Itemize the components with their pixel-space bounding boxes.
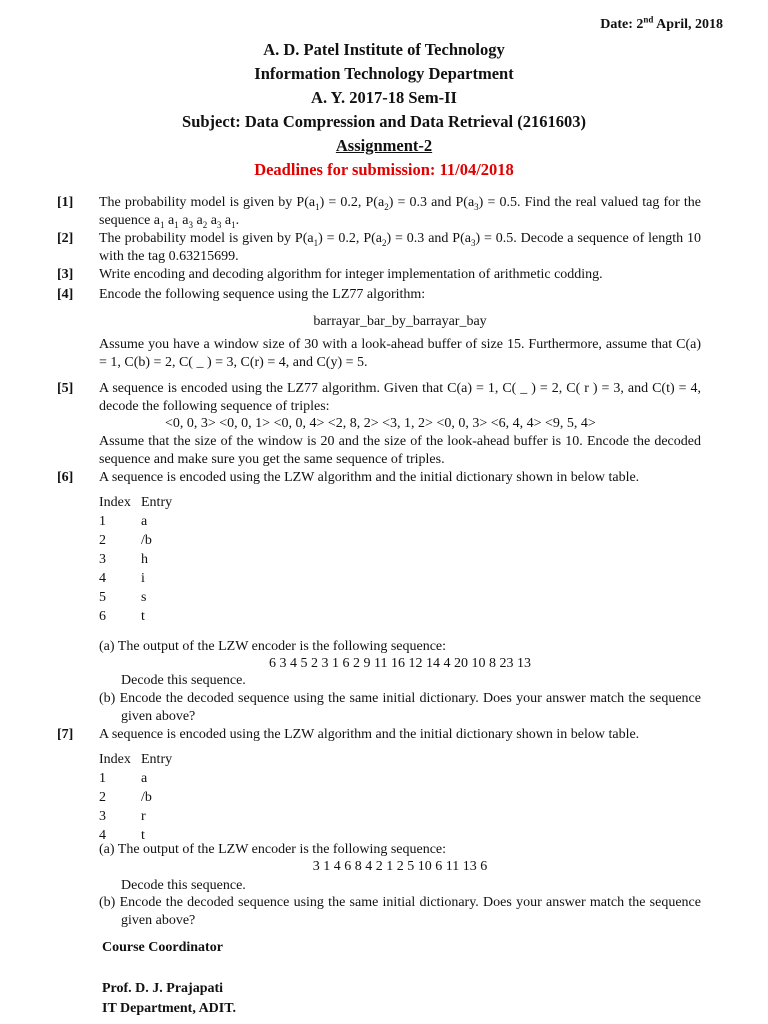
table-row — [99, 570, 201, 589]
question-6-decode: Decode this sequence. — [121, 673, 246, 688]
table-header-row — [99, 494, 201, 513]
table-row — [99, 551, 201, 570]
table-cell-entry: a — [141, 514, 148, 529]
subject-title: Subject: Data Compression and Data Retrieval (2161603) — [182, 112, 586, 131]
question-text: The probability model is given by $P(a_1) = 0.2$, $P(a_2) = 0.3$ and $P(a_3) = 0.5$. Decode a sequence of length 10 with the tag 0.63215699. — [99, 231, 702, 264]
table-cell-index: 3 — [99, 552, 106, 567]
table-cell-entry: a — [141, 771, 148, 786]
table-cell-index: 2 — [99, 790, 106, 805]
question-7-decode: Decode this sequence. — [121, 878, 246, 893]
department-name: Information Technology Department — [254, 64, 514, 83]
table-row — [99, 532, 201, 551]
table-cell-entry: t — [141, 609, 145, 624]
question-4-note: Assume you have a window size of 30 with a look-ahead buffer of size 15. Furthermore, assume that C(a) = 1, C(b) = 2, C( _ ) = 3, C(r) = 4, and C(y) = 5. — [99, 337, 701, 370]
table-cell-index: 6 — [99, 609, 106, 624]
document-header — [0, 38, 768, 182]
question-number: [7] — [57, 727, 74, 742]
dictionary-table-6 — [99, 494, 201, 627]
question-5-note: Assume that the size of the window is 20 and the size of the look-ahead buffer is 10. Encode the decoded sequence and make sure you get the same sequence of triples. — [99, 434, 701, 467]
lzw-sequence-7: 3 1 4 6 8 4 2 1 2 5 10 6 11 13 6 — [312, 859, 488, 874]
question-number: [3] — [57, 267, 74, 282]
table-header-row — [99, 751, 201, 770]
academic-year: A. Y. 2017-18 Sem-II — [311, 88, 457, 107]
table-row — [99, 789, 201, 808]
table-cell-entry: t — [141, 828, 145, 843]
question-number: [2] — [57, 231, 74, 246]
table-cell-entry: /b — [141, 533, 152, 548]
question-text: A sequence is encoded using the LZW algorithm and the initial dictionary shown in below table. — [99, 470, 640, 485]
table-cell-entry: h — [141, 552, 148, 567]
question-text: The probability model is given by $P(a_1) = 0.2$, $P(a_2) = 0.3$ and $P(a_3) = 0.5$. Find the real valued tag for the sequence $a_1$ $a_1$ $a_3$ $a_2$ $a_3$ $a_1$. — [99, 195, 702, 230]
lz77-triples: <0, 0, 3> <0, 0, 1> <0, 0, 4> <2, 8, 2> <3, 1, 2> <0, 0, 3> <6, 4, 4> <9, 5, 4> — [165, 416, 596, 431]
course-coordinator-label: Course Coordinator — [102, 940, 223, 955]
lzw-sequence-6: 6 3 4 5 2 3 1 6 2 9 11 16 12 14 4 20 10 8 23 13 — [269, 656, 531, 671]
question-number: [6] — [57, 470, 74, 485]
table-row — [99, 808, 201, 827]
table-cell-index: 2 — [99, 533, 106, 548]
table-cell-entry: r — [141, 809, 146, 824]
question-7-part-b: (b) Encode the decoded sequence using the same initial dictionary. Does your answer match the sequence given above? — [99, 895, 701, 928]
coordinator-department: IT Department, ADIT. — [102, 1001, 237, 1016]
table-cell-index: 4 — [99, 571, 106, 586]
table-cell-entry: i — [141, 571, 145, 586]
table-row — [99, 513, 201, 532]
question-6-part-b: (b) Encode the decoded sequence using the same initial dictionary. Does your answer match the sequence given above? — [99, 691, 701, 724]
question-text: Encode the following sequence using the LZ77 algorithm: — [99, 287, 426, 302]
column-header-index: Index — [99, 752, 131, 767]
table-cell-index: 1 — [99, 771, 106, 786]
question-7-part-a: (a) The output of the LZW encoder is the following sequence: — [99, 842, 447, 857]
table-cell-entry: s — [141, 590, 147, 605]
column-header-entry: Entry — [141, 495, 173, 510]
question-text: A sequence is encoded using the LZW algorithm and the initial dictionary shown in below table. — [99, 727, 640, 742]
question-text: A sequence is encoded using the LZ77 algorithm. Given that C(a) = 1, C( _ ) = 2, C( r ) = 3, and C(t) = 4, decode the following sequence of triples: — [99, 381, 701, 414]
question-number: [4] — [57, 287, 74, 302]
deadline-text: Deadlines for submission: 11/04/2018 — [254, 160, 514, 179]
column-header-index: Index — [99, 495, 131, 510]
question-number: [5] — [57, 381, 74, 396]
coordinator-name: Prof. D. J. Prajapati — [102, 981, 224, 996]
table-cell-index: 1 — [99, 514, 106, 529]
table-cell-entry: /b — [141, 790, 152, 805]
dictionary-table-7 — [99, 751, 201, 846]
question-text: Write encoding and decoding algorithm for integer implementation of arithmetic codding. — [99, 267, 603, 282]
table-row — [99, 589, 201, 608]
assignment-title: Assignment-2 — [335, 136, 433, 155]
table-cell-index: 3 — [99, 809, 106, 824]
question-6-part-a: (a) The output of the LZW encoder is the following sequence: — [99, 639, 447, 654]
question-number: [1] — [57, 195, 74, 210]
date: Date: 2nd April, 2018 — [600, 14, 723, 32]
lz77-sequence: barrayar_bar_by_barrayar_bay — [313, 314, 487, 329]
table-row — [99, 770, 201, 789]
table-cell-index: 4 — [99, 828, 106, 843]
table-row — [99, 608, 201, 627]
institute-name: A. D. Patel Institute of Technology — [263, 40, 505, 59]
column-header-entry: Entry — [141, 752, 173, 767]
table-cell-index: 5 — [99, 590, 106, 605]
